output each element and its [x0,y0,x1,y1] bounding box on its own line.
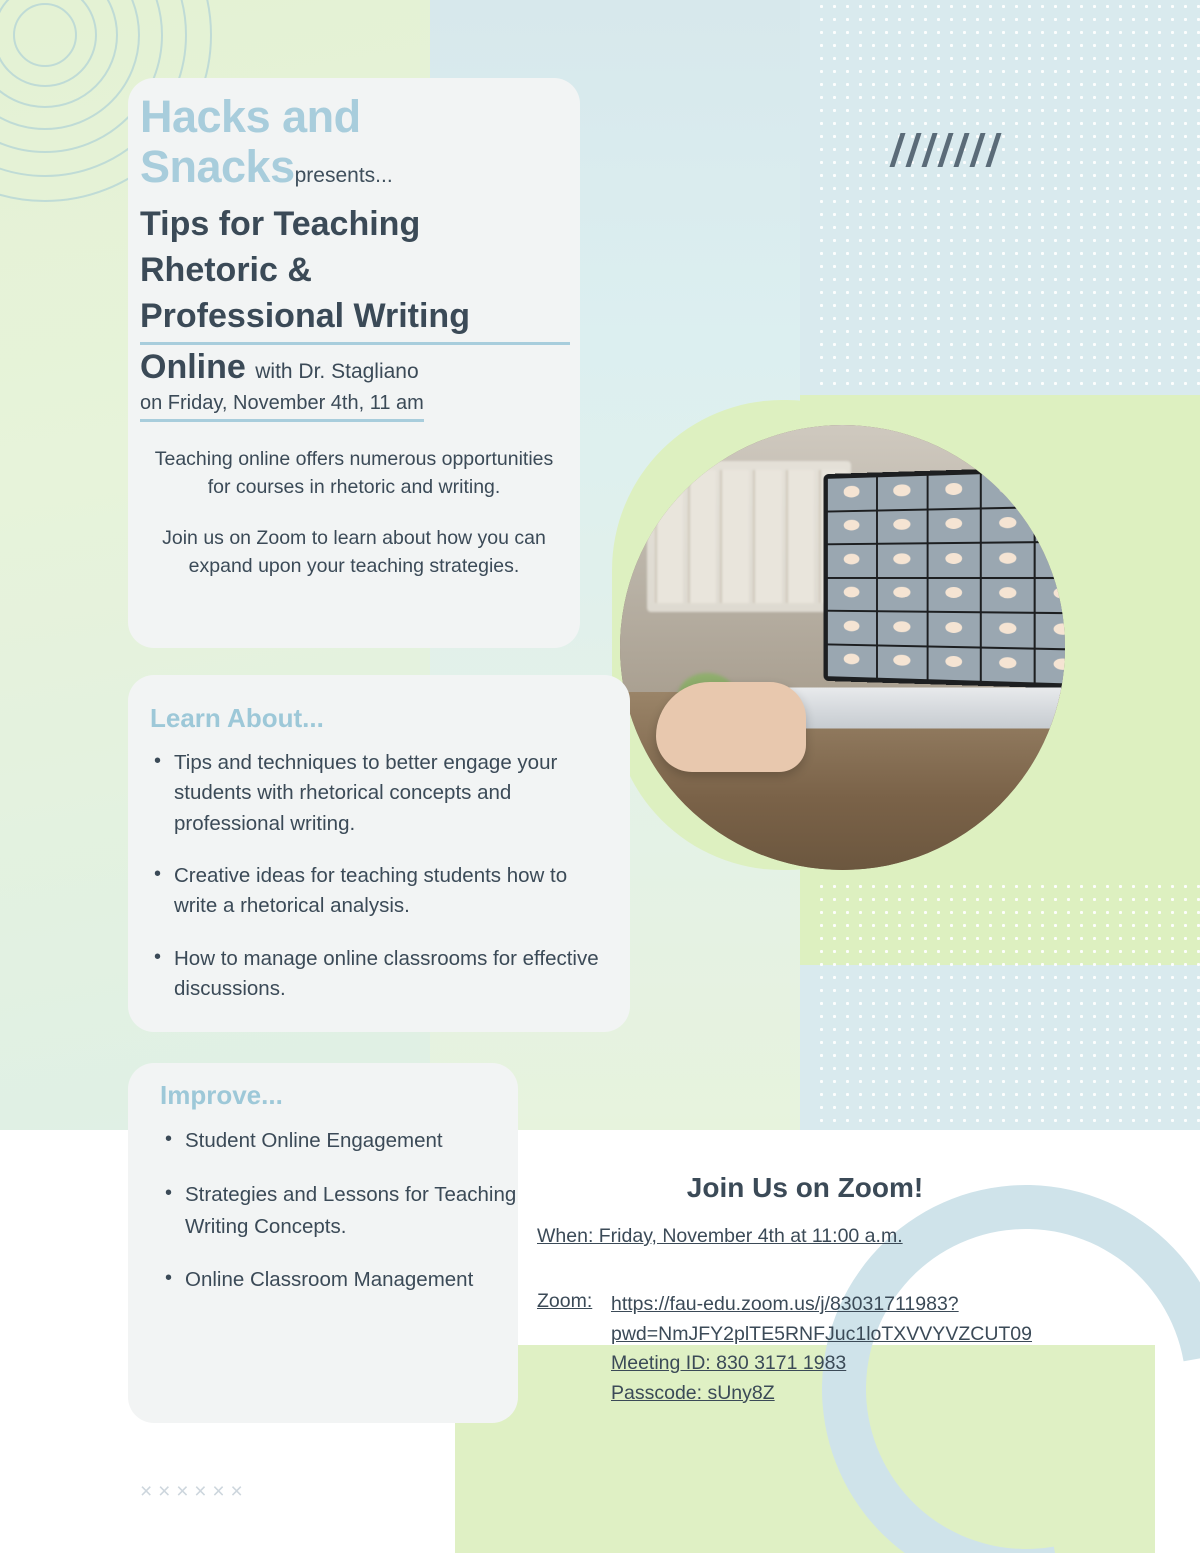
zoom-link-line-2[interactable]: pwd=NmJFY2plTE5RNFJuc1loTXVVYVZCUT09 [611,1322,1033,1345]
dot-pattern-top [815,0,1200,390]
blurb-paragraph-2: Join us on Zoom to learn about how you can expand upon your teaching strategies. [162,527,546,578]
dot-pattern-middle [815,880,1200,1130]
list-item: • Strategies and Lessons for Teaching Writing Concepts. [185,1179,535,1243]
improve-list [163,1125,535,1318]
improve-title: Improve... [160,1080,283,1110]
event-datetime: on Friday, November 4th, 11 am [140,392,424,422]
brand-name: Hacks and Snacks [140,91,361,193]
blurb-paragraph-1: Teaching online offers numerous opportunities for courses in rhetoric and writing. [154,448,554,498]
decorative-slashes-icon [895,133,1055,173]
speaker-label: with Dr. Stagliano [255,359,419,383]
brand-title [140,92,580,193]
learn-about-list [152,748,614,1026]
learn-about-title: Learn About... [150,703,324,733]
headline-line-2: Rhetoric & [140,250,312,289]
zoom-meeting-photo [620,425,1065,870]
list-item: • Online Classroom Management [185,1264,535,1296]
laptop-screen [823,465,1065,689]
photo-laptop [816,470,1065,746]
page-title [140,202,570,391]
zoom-title: Join Us on Zoom! [686,1172,924,1203]
zoom-passcode: Passcode: sUny8Z [611,1381,775,1404]
intro-blurb [145,446,563,581]
presents-label: presents... [294,164,393,188]
list-item: • Creative ideas for teaching students how to write a rhetorical analysis. [174,861,614,922]
zoom-when: When: Friday, November 4th at 11:00 a.m. [537,1225,903,1247]
zoom-link-block [611,1290,1091,1409]
laptop-keyboard [762,687,1065,728]
zoom-label: Zoom: [537,1290,593,1312]
headline-line-3: Professional Writing [140,294,570,345]
photo-hand [656,682,806,772]
zoom-meeting-id: Meeting ID: 830 3171 1983 [611,1352,847,1375]
list-item: • Student Online Engagement [185,1125,535,1157]
headline-line-4: Online [140,347,246,386]
headline-line-4-wrap [140,345,570,391]
headline-line-1: Tips for Teaching [140,205,421,243]
video-call-grid [828,470,1065,683]
list-item: • How to manage online classrooms for effective discussions. [174,944,614,1005]
list-item: • Tips and techniques to better engage your students with rhetorical concepts and professional writing. [174,748,614,839]
zoom-link-line-1[interactable]: https://fau-edu.zoom.us/j/83031711983? [611,1293,959,1315]
decorative-x-marks: × × × × × × [140,1480,243,1503]
